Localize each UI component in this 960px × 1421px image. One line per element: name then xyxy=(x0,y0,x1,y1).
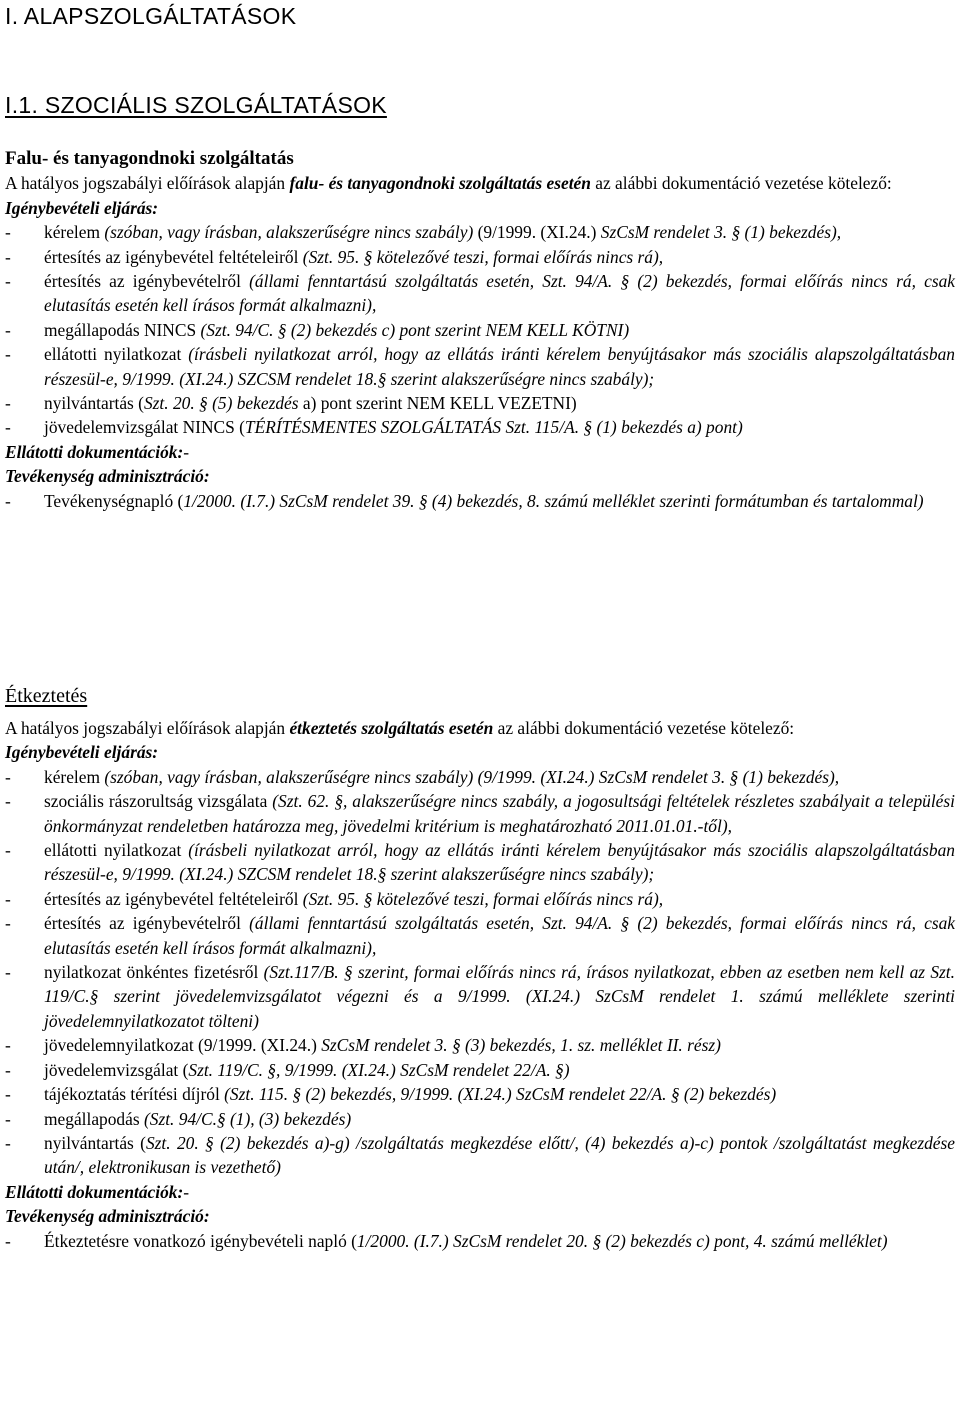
ellatotti-dok-line: Ellátotti dokumentációk:- xyxy=(5,441,190,462)
subsection-title: Falu- és tanyagondnoki szolgáltatás xyxy=(5,148,294,169)
list-item: - nyilvántartás (Szt. 20. § (5) bekezdés a) pont szerint NEM KELL VEZETNI) xyxy=(5,393,577,414)
subsection-title: Étkeztetés xyxy=(5,685,88,707)
list-item: - kérelem (szóban, vagy írásban, alakszerűségre nincs szabály) (9/1999. (XI.24.) SzCsM rendelet 3. § (1) bekezdés), xyxy=(5,222,842,243)
intro-paragraph: A hatályos jogszabályi előírások alapján étkeztetés szolgáltatás esetén az alábbi dokumentáció vezetése kötelező: xyxy=(5,718,795,738)
list-item: - megállapodás NINCS (Szt. 94/C. § (2) bekezdés c) pont szerint NEM KELL KÖTNI) xyxy=(5,319,630,340)
list-item: - értesítés az igénybevétel feltételeiről (Szt. 95. § kötelezővé teszi, formai előírás nincs rá), xyxy=(5,246,664,267)
igenybeveteli-label: Igénybevételi eljárás: xyxy=(5,197,159,218)
list-item: - szociális rászorultság vizsgálata (Szt. 62. §, alakszerűségre nincs szabály, a jogosultsági feltételek részletes szabályait a települési önkormányzat rendeletben határozza meg, jövedelmi kritérium is meghatározható 2011.01.01.-től), xyxy=(5,791,955,836)
list-item: - értesítés az igénybevételről (állami fenntartású szolgáltatás esetén, Szt. 94/A. § (2) bekezdés, formai előírás nincs rá, csak elutasítás esetén kell írásos formát alkalmazni), xyxy=(5,913,955,958)
section-heading: I.1. SZOCIÁLIS SZOLGÁLTATÁSOK xyxy=(5,92,387,118)
section-falu-tanyagondnok xyxy=(5,147,955,513)
ellatotti-label: Ellátotti dokumentációk: xyxy=(5,441,184,462)
list-item: - nyilvántartás (Szt. 20. § (2) bekezdés a)-g) /szolgáltatás megkezdése előtt/, (4) bekezdés a)-c) pontok /szolgáltatást megkezdése után/, elektronikusan is vezethető) xyxy=(5,1132,955,1178)
ellatotti-dok-line: Ellátotti dokumentációk:- xyxy=(5,1181,190,1202)
list-item: - jövedelemnyilatkozat (9/1999. (XI.24.) SzCsM rendelet 3. § (3) bekezdés, 1. sz. melléklet II. rész) xyxy=(5,1035,721,1056)
list-item: - ellátotti nyilatkozat (írásbeli nyilatkozat arról, hogy az ellátás iránti kérelem benyújtásakor más szociális alapszolgáltatásban részesül-e, 9/1999. (XI.24.) SZCSM rendelet 18.§ szerint alakszerűségre nincs szabály); xyxy=(5,344,955,389)
ellatotti-label: Ellátotti dokumentációk: xyxy=(5,1181,184,1202)
intro-text: A hatályos jogszabályi előírások alapján xyxy=(5,173,290,194)
list-item: - megállapodás (Szt. 94/C.§ (1), (3) bekezdés) xyxy=(5,1108,352,1129)
list-item: - értesítés az igénybevételről (állami fenntartású szolgáltatás esetén, Szt. 94/A. § (2) bekezdés, formai előírás nincs rá, csak elutasítás esetén kell írásos formát alkalmazni), xyxy=(5,271,955,316)
list-item: - Tevékenységnapló (1/2000. (I.7.) SzCsM rendelet 39. § (4) bekezdés, 8. számú melléklet szerinti formátumban és tartalommal) xyxy=(5,490,924,511)
section-etkeztetes xyxy=(5,683,955,1253)
list-item: - tájékoztatás térítési díjról (Szt. 115. § (2) bekezdés, 9/1999. (XI.24.) SzCsM rendelet 22/A. § (2) bekezdés) xyxy=(5,1084,777,1105)
list-item: - jövedelemvizsgálat (Szt. 119/C. §, 9/1999. (XI.24.) SzCsM rendelet 22/A. §) xyxy=(5,1059,570,1080)
igenybeveteli-label: Igénybevételi eljárás: xyxy=(5,742,159,763)
tevekenyseg-label: Tevékenység adminisztráció: xyxy=(5,1206,210,1227)
intro-paragraph xyxy=(5,171,955,195)
intro-emphasis: falu- és tanyagondnoki szolgáltatás esetén xyxy=(289,173,591,194)
list-item: - Étkeztetésre vonatkozó igénybevételi napló (1/2000. (I.7.) SzCsM rendelet 20. § (2) bekezdés c) pont, 4. számú melléklet) xyxy=(5,1230,888,1251)
chapter-heading: I. ALAPSZOLGÁLTATÁSOK xyxy=(5,3,297,29)
intro-text-end: az alábbi dokumentáció vezetése kötelező: xyxy=(590,173,892,194)
tevekenyseg-label: Tevékenység adminisztráció: xyxy=(5,466,210,487)
list-item: - kérelem (szóban, vagy írásban, alakszerűségre nincs szabály) (9/1999. (XI.24.) SzCsM rendelet 3. § (1) bekezdés), xyxy=(5,766,840,787)
list-item: - jövedelemvizsgálat NINCS (TÉRÍTÉSMENTES SZOLGÁLTATÁS Szt. 115/A. § (1) bekezdés a) pont) xyxy=(5,417,743,438)
list-item: - értesítés az igénybevétel feltételeiről (Szt. 95. § kötelezővé teszi, formai előírás nincs rá), xyxy=(5,888,664,909)
list-item: - nyilatkozat önkéntes fizetésről (Szt.117/B. § szerint, formai előírás nincs rá, írásos nyilatkozat, ebben az esetben nem kell az Szt. 119/C.§ szerint jövedelemvizsgálatot végezni és a 9/1999. (XI.24.) SzCsM rendelet 1. számú melléklete szerinti jövedelemnyilatkozatot tölteni) xyxy=(5,962,955,1031)
list-item: - ellátotti nyilatkozat (írásbeli nyilatkozat arról, hogy az ellátás iránti kérelem benyújtásakor más szociális alapszolgáltatásban részesül-e, 9/1999. (XI.24.) SZCSM rendelet 18.§ szerint alakszerűségre nincs szabály); xyxy=(5,840,955,885)
